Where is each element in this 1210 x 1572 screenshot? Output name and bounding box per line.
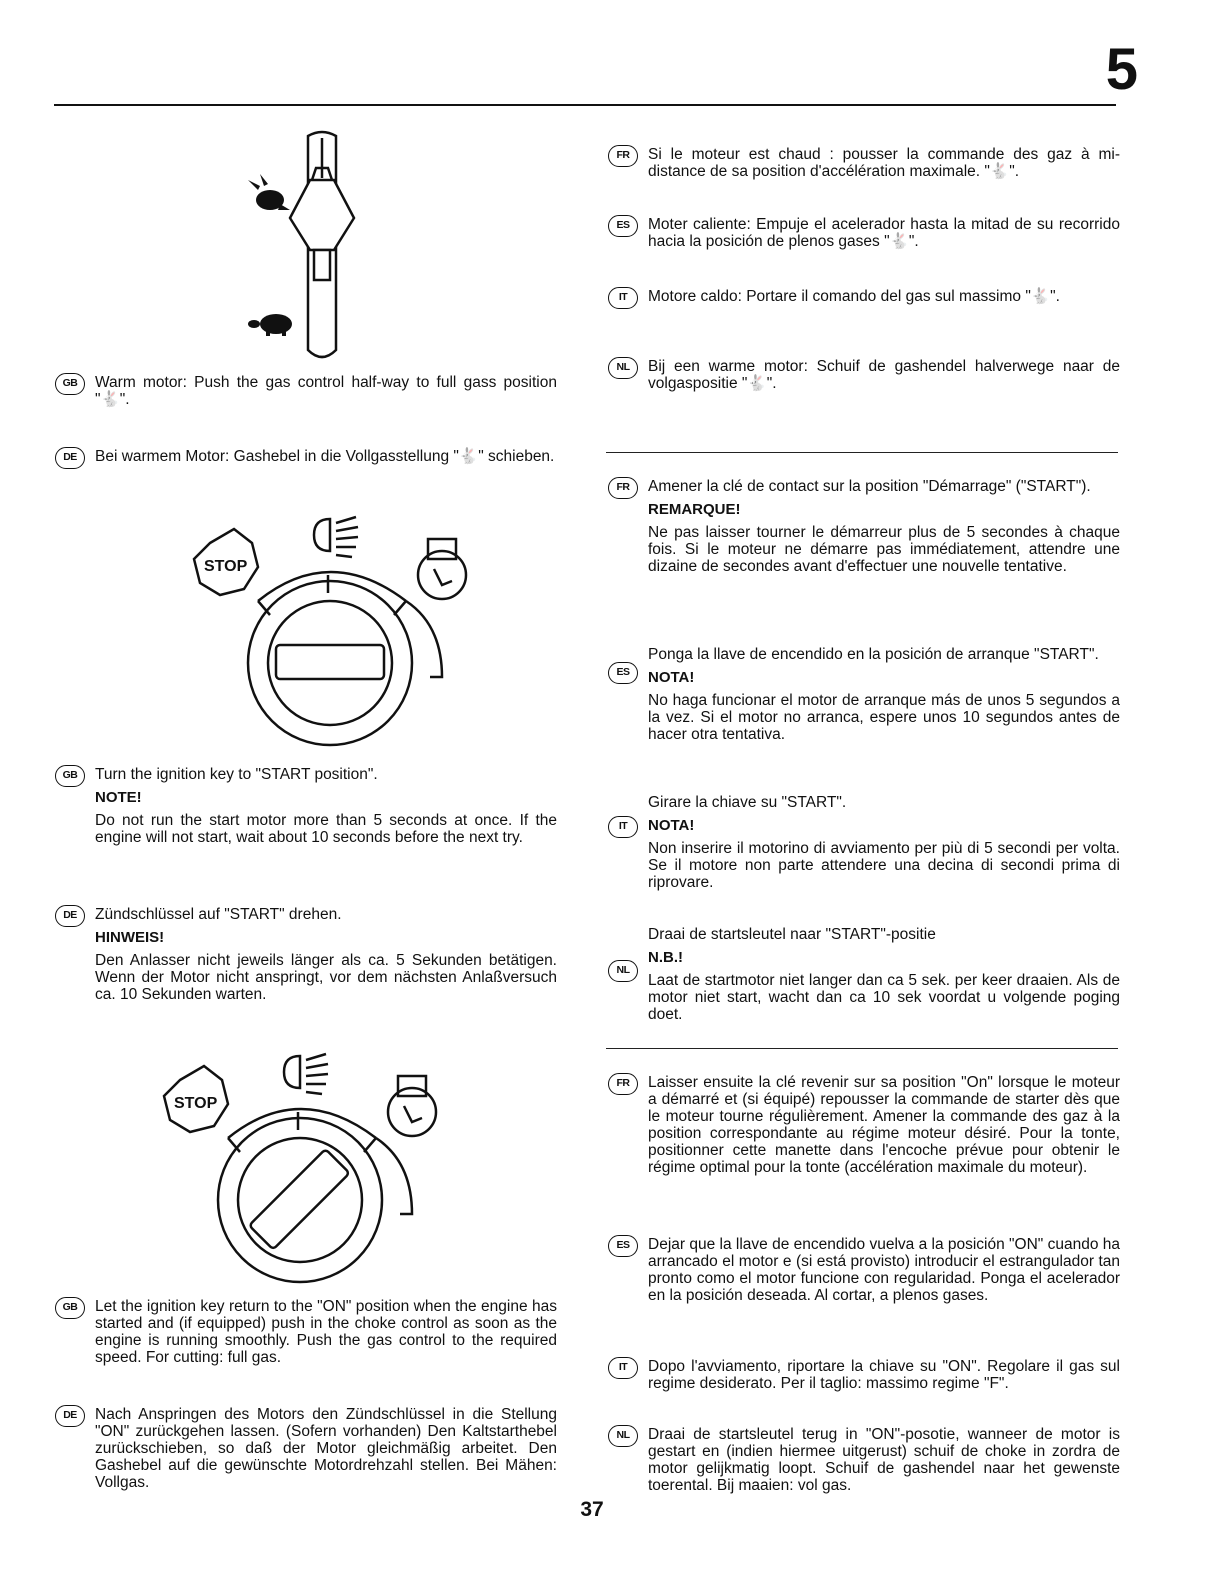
start-nl-text: Draai de startsleutel naar "START"-positie <box>648 926 936 943</box>
it-language-badge: IT <box>608 1357 638 1379</box>
gb-language-badge: GB <box>55 1297 85 1319</box>
choke-icon <box>314 517 358 557</box>
start-fr-block <box>608 478 1120 581</box>
gb-language-badge: GB <box>55 373 85 395</box>
start-it-note-heading: NOTA! <box>648 817 695 834</box>
rabbit-icon <box>248 174 290 210</box>
on-gb-text: Let the ignition key return to the "ON" position when the engine has started and (if equipped) push in the choke control as soon as the engine is running smoothly. Push the gas control to the required speed. For cutting: full gas. <box>95 1298 557 1366</box>
on-es-block <box>608 1236 1120 1310</box>
de-language-badge: DE <box>55 905 85 927</box>
header-rule <box>54 104 1116 106</box>
warm-es-block <box>608 216 1120 256</box>
warm-it-text: Motore caldo: Portare il comando del gas sul massimo "🐇". <box>648 288 1060 305</box>
on-de-block <box>55 1406 557 1497</box>
start-es-block <box>608 646 1120 749</box>
on-gb-block <box>55 1298 557 1372</box>
section-divider <box>606 1048 1118 1049</box>
de-language-badge: DE <box>55 447 85 469</box>
stop-label: STOP <box>174 1095 218 1112</box>
es-language-badge: ES <box>608 662 638 684</box>
start-gb-note-text: Do not run the start motor more than 5 seconds at once. If the engine will not start, wait about 10 seconds before the next try. <box>95 812 557 846</box>
ignition-dial-start-figure <box>180 505 490 755</box>
start-fr-text: Amener la clé de contact sur la position "Démarrage" ("START"). <box>648 478 1091 495</box>
warm-de-text: Bei warmem Motor: Gashebel in die Vollgasstellung "🐇" schieben. <box>95 448 555 465</box>
start-es-text: Ponga la llave de encendido en la posición de arranque "START". <box>648 646 1099 663</box>
starter-icon <box>388 1076 436 1136</box>
section-number: 5 <box>1105 37 1138 102</box>
start-it-text: Girare la chiave su "START". <box>648 794 847 811</box>
start-fr-note-heading: REMARQUE! <box>648 501 741 518</box>
warm-it-block <box>608 288 1120 311</box>
warm-nl-text: Bij een warme motor: Schuif de gashendel halverwege naar de volgaspositie "🐇". <box>648 358 1120 392</box>
on-it-text: Dopo l'avviamento, riportare la chiave su "ON". Regolare il gas sul regime desiderato. Per il taglio: massimo regime "F". <box>648 1358 1120 1392</box>
warm-es-text: Moter caliente: Empuje el acelerador hasta la mitad de su recorrido hacia la posición de plenos gases "🐇". <box>648 216 1120 250</box>
nl-language-badge: NL <box>608 357 638 379</box>
stop-label: STOP <box>204 558 248 575</box>
start-fr-note-text: Ne pas laisser tourner le démarreur plus de 5 secondes à chaque fois. Si le moteur ne démarre pas immédiatement, attendre une dizaine de secondes avant d'effectuer une nouvelle tentative. <box>648 524 1120 575</box>
ignition-dial-on-figure <box>150 1042 460 1292</box>
fr-language-badge: FR <box>608 477 638 499</box>
start-de-block <box>55 906 557 1009</box>
fr-language-badge: FR <box>608 1073 638 1095</box>
start-gb-block <box>55 766 557 852</box>
start-de-note-text: Den Anlasser nicht jeweils länger als ca. 5 Sekunden betätigen. Wenn der Motor nicht anspringt, vor dem nächsten Anlaßversuch ca. 10 Sekunden warten. <box>95 952 557 1003</box>
de-language-badge: DE <box>55 1405 85 1427</box>
on-nl-block <box>608 1426 1120 1500</box>
warm-fr-block <box>608 146 1120 186</box>
start-es-note-heading: NOTA! <box>648 669 695 686</box>
warm-fr-text: Si le moteur est chaud : pousser la commande des gaz à mi-distance de sa position d'accélération maximale. "🐇". <box>648 146 1120 180</box>
start-nl-block <box>608 926 1120 1029</box>
start-gb-text: Turn the ignition key to "START position". <box>95 766 378 783</box>
start-nl-note-heading: N.B.! <box>648 949 683 966</box>
nl-language-badge: NL <box>608 1425 638 1447</box>
start-it-note-text: Non inserire il motorino di avviamento per più di 5 secondi per volta. Se il motore non parte attendere una decina di secondi prima di riprovare. <box>648 840 1120 891</box>
on-nl-text: Draai de startsleutel terug in "ON"-posotie, wanneer de motor is gestart en (indien hiermee uitgerust) schuif de choke in zordra de motor gelijkmatig loopt. Schuif de gashendel naar het gewenste toerental. Bij maaien: vol gas. <box>648 1426 1120 1494</box>
start-gb-note-heading: NOTE! <box>95 789 142 806</box>
throttle-lever-figure <box>230 118 380 370</box>
warm-gb-text: Warm motor: Push the gas control half-way to full gass position "🐇". <box>95 374 557 408</box>
turtle-icon <box>248 314 292 336</box>
on-fr-block <box>608 1074 1120 1182</box>
gb-language-badge: GB <box>55 765 85 787</box>
on-de-text: Nach Anspringen des Motors den Zündschlüssel in die Stellung "ON" zurückgehen lassen. (Sofern vorhanden) Den Kaltstarthebel zurückschieben, so daß der Motor gleichmäßig arbeitet. Den Gashebel auf die gewünschte Motordrehzahl stellen. Bei Mähen: Vollgas. <box>95 1406 557 1491</box>
on-fr-text: Laisser ensuite la clé revenir sur sa position "On" lorsque le moteur a démarré et (si équipé) repousser la commande de starter dès que le moteur tourne régulièrement. Amener la commande des gaz à la position correspondante au régime moteur désiré. Pour la tonte, positionner cette manette dans l'encoche prévue pour obtenir le régime optimal pour la tonte (accélération maximale du moteur). <box>648 1074 1120 1176</box>
page-number: 37 <box>580 1498 604 1521</box>
on-it-block <box>608 1358 1120 1398</box>
warm-gb-block <box>55 374 557 414</box>
warm-de-block <box>55 448 557 471</box>
start-nl-note-text: Laat de startmotor niet langer dan ca 5 sek. per keer draaien. Als de motor niet start, wacht dan ca 10 sek voordat u volgende poging doet. <box>648 972 1120 1023</box>
start-es-note-text: No haga funcionar el motor de arranque más de unos 5 segundos a la vez. Si el motor no arranca, espere unos 10 segundos antes de hacer otra tentativa. <box>648 692 1120 743</box>
warm-nl-block <box>608 358 1120 398</box>
start-it-block <box>608 794 1120 897</box>
on-es-text: Dejar que la llave de encendido vuelva a la posición "ON" cuando ha arrancado el motor e (si está provisto) introducir el estrangulador tan pronto como el motor funcione con regularidad. Ponga el acelerador en la posición deseada. Al cortar, a plenos gases. <box>648 1236 1121 1304</box>
start-de-text: Zündschlüssel auf "START" drehen. <box>95 906 342 923</box>
es-language-badge: ES <box>608 215 638 237</box>
section-divider <box>606 452 1118 453</box>
es-language-badge: ES <box>608 1235 638 1257</box>
it-language-badge: IT <box>608 287 638 309</box>
starter-icon <box>418 539 466 599</box>
it-language-badge: IT <box>608 816 638 838</box>
start-de-note-heading: HINWEIS! <box>95 929 165 946</box>
fr-language-badge: FR <box>608 145 638 167</box>
choke-icon <box>284 1054 328 1094</box>
nl-language-badge: NL <box>608 960 638 982</box>
